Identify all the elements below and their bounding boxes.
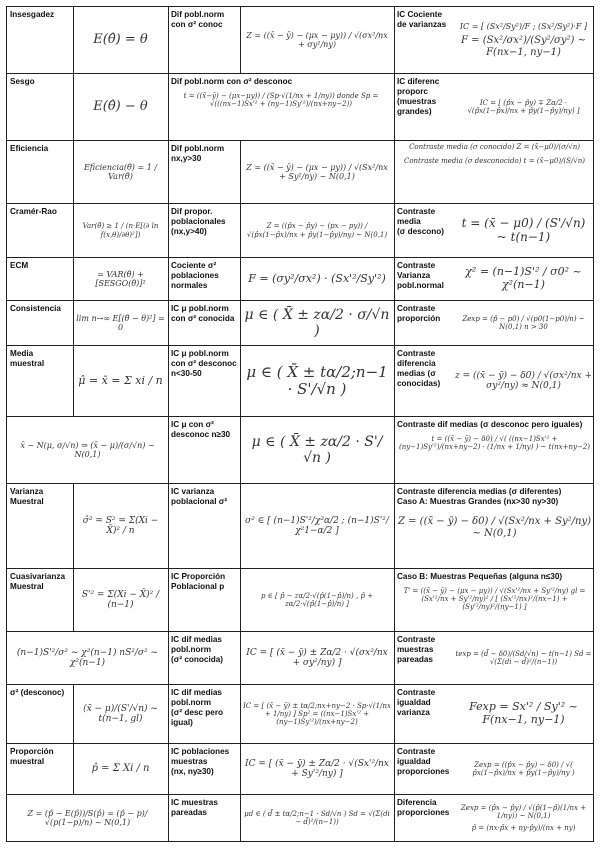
formula-cell <box>240 632 394 684</box>
formula-text: χ² = (n−1)S'² / σ0² ~ χ²(n−1) <box>465 265 582 291</box>
formula-text: μd ∈ ( d̄ ± tα/2;n−1 · Sd/√n ) Sd = √(Σ(di − d̄)²/(n−1)) <box>244 809 390 826</box>
formula-text: Eficiencia(θ̂) = 1 / Var(θ̂) <box>83 162 158 181</box>
formula-text: Zexp = (p̂x − p̂y) / √(p̂(1−p̂)(1/nx + 1/ny)) ~ N(0,1) <box>460 804 587 821</box>
formula-text: T' = ((x̄ − ȳ) − (μx − μy)) / √(Sx'²/nx + Sy'²/ny) gl = (Sx'²/nx + Sy'²/ny)² / [ (Sx'²/nx)²/(nx−1) + (Sy'²/ny)²/(ny−1) ] <box>403 587 586 612</box>
formula-cell <box>452 7 595 73</box>
formula-cell <box>452 346 595 416</box>
row-label <box>7 484 73 568</box>
formula-cell <box>73 141 168 203</box>
table-row <box>6 300 594 346</box>
formula-cell <box>240 346 394 416</box>
label-text: IC diferenc proporc (muestras grandes) <box>397 77 440 116</box>
formula-cell <box>452 632 595 684</box>
formula-cell <box>73 301 168 345</box>
formula-text: σ² ∈ [ (n−1)S'²/χ²α/2 ; (n−1)S'²/χ²1−α/2 ] <box>245 515 389 536</box>
label-text: IC μ con σ² desconoc n≥30 <box>171 420 231 439</box>
formula-text: t = ((x̄−ȳ) − (μx−μy)) / (Sp·√(1/nx + 1/ny)) donde Sp = √(((nx−1)Sx'² + (ny−1)Sy'²)/(nx+ny−2)) <box>183 92 379 109</box>
label-text: Varianza Muestral <box>10 487 44 506</box>
label-text: Insesgadez <box>10 10 55 19</box>
label-text: Cramér-Rao <box>10 207 57 216</box>
formula-group <box>452 7 595 73</box>
row-label <box>394 685 452 743</box>
formula-text: Z = ((x̄ − ȳ) − (μx − μy)) / √(σx²/nx + σy²/ny) <box>246 30 388 49</box>
formula-cell <box>452 685 595 743</box>
formula-text: Z = ((p̂x − p̂y) − (px − py)) / √(p̂x(1−p̂x)/nx + p̂y(1−p̂y)/ny) ~ N(0,1) <box>246 222 388 239</box>
row-label <box>7 346 73 416</box>
formula-text: IC = [ (x̄ − ȳ) ± Zα/2 · √(Sx'²/nx + Sy'²/ny) ] <box>245 758 389 779</box>
row-label <box>168 346 240 416</box>
label-text: Eficiencia <box>10 144 49 153</box>
formula-cell <box>240 258 394 300</box>
formula-cell <box>240 569 394 631</box>
formula-text: p̂ = Σ Xi / n <box>91 763 150 775</box>
formula-text: IC = [ (x̄ − ȳ) ± Zα/2 · √(σx²/nx + σy²/ny) ] <box>246 647 388 668</box>
formula-text: t = (x̄ − μ0) / (S'/√n) ~ t(n−1) <box>461 215 586 244</box>
label-text: IC varianza poblacional σ² <box>171 487 228 506</box>
table-row <box>6 257 594 301</box>
formula-cell <box>452 258 595 300</box>
formula-text: IC = [ (p̂x − p̂y) ∓ Zα/2 · √(p̂x(1−p̂x)/nx + p̂y(1−p̂y)/ny) ] <box>467 98 580 115</box>
row-label <box>168 632 240 684</box>
row-label <box>168 258 240 300</box>
label-text: Sesgo <box>10 77 35 86</box>
formula-cell <box>452 744 595 794</box>
row-label <box>7 744 73 794</box>
row-label <box>394 795 452 841</box>
formula-text: Z = ((x̄ − ȳ) − δ0) / √(Sx²/nx + Sy²/ny) ~ N(0,1) <box>398 516 591 539</box>
label-text: Consistencia <box>10 304 61 313</box>
table-row <box>6 140 594 204</box>
formula-text: t = ((x̄ − ȳ) − δ0) / √( ((nx−1)Sx'² + (ny−1)Sy'²)/(nx+ny−2) · (1/nx + 1/ny) ) ~ t(nx+ny−2) <box>398 435 591 452</box>
row-label <box>394 301 452 345</box>
label-text: Cuasivarianza Muestral <box>10 572 66 591</box>
label-text: Media muestral <box>10 349 45 368</box>
label-text: IC Proporción Poblacional p <box>171 572 226 591</box>
formula-cell <box>240 7 394 73</box>
formula-text: (x̄ − μ)/(S'/√n) ~ t(n−1, gl) <box>83 703 158 724</box>
formula-cell <box>73 7 168 73</box>
formula-cell <box>73 569 168 631</box>
formula-text: μ ∈ ( X̄ ± zα/2 · S'/√n ) <box>251 433 383 466</box>
formula-cell <box>452 301 595 345</box>
table-row <box>6 73 594 141</box>
label-text: IC μ pobl.norm con σ² desconoc n<30-50 <box>171 349 237 378</box>
formula-text: Fexp = Sx'² / Sy'² ~ F(nx−1, ny−1) <box>469 700 578 726</box>
label-text: ECM <box>10 261 29 270</box>
formula-text: F = (Sx²/σx²)/(Sy²/σy²) ~ F(nx−1, ny−1) <box>461 35 586 58</box>
formula-cell <box>240 795 394 841</box>
row-label <box>7 7 73 73</box>
label-text: Contraste diferencia medias (σ diferentes) Caso A: Muestras Grandes (nx>30 ny>30) <box>397 487 562 506</box>
formula-cell <box>240 417 394 483</box>
formula-cell <box>73 258 168 300</box>
label-text: Contraste muestras pareadas <box>397 635 436 664</box>
label-text: Contraste dif medias (σ desconoc pero iguales) <box>397 420 583 429</box>
row-label <box>7 74 73 140</box>
formula-cell <box>240 204 394 257</box>
formula-cell <box>73 346 168 416</box>
formula-text: lim n→∞ E[(θ̂ − θ)²] = 0 <box>76 313 165 332</box>
formula-group <box>452 795 595 841</box>
formula-text: Zexp = (p̂ − p0) / √(p0(1−p0)/n) ~ N(0,1) n > 30 <box>462 314 585 331</box>
row-label <box>168 417 240 483</box>
label-text: IC muestras pareadas <box>171 798 218 817</box>
row-label <box>394 632 452 684</box>
label-text: σ² (desconoc) <box>10 688 65 697</box>
label-text: IC dif medias pobl.norm (σ² desc pero igual) <box>171 688 224 727</box>
label-text: IC μ pobl.norm con σ² conocida <box>171 304 235 323</box>
row-label <box>7 258 73 300</box>
formula-cell <box>394 484 595 568</box>
row-label <box>394 7 452 73</box>
row-label <box>394 744 452 794</box>
row-label <box>168 569 240 631</box>
label-text: Contraste proporción <box>397 304 441 323</box>
formula-text: (n−1)S'²/σ² ~ χ²(n−1) nS²/σ² ~ χ²(n−1) <box>16 647 159 668</box>
formula-cell <box>452 795 595 841</box>
formula-cell <box>240 301 394 345</box>
row-label <box>168 744 240 794</box>
label-text: Dif pobl.norm con σ² desconoc <box>171 77 293 86</box>
table-row <box>6 631 594 685</box>
row-label <box>168 301 240 345</box>
formula-cell <box>7 795 168 841</box>
formula-text: E(θ̂) − θ <box>93 98 148 114</box>
formula-cell <box>73 74 168 140</box>
formula-text: Contraste media (σ conocido) Z = (x̄−μ0)/(σ/√n) <box>409 143 580 151</box>
formula-cell <box>394 141 595 203</box>
formula-text: IC = [ (Sx²/Sy²)/F ; (Sx²/Sy²)·F ] <box>459 21 588 31</box>
formula-text: S'² = Σ(Xi − X̄)² / (n−1) <box>81 589 160 610</box>
label-text: IC Cociente de varianzas <box>397 10 447 29</box>
formula-group <box>394 141 595 203</box>
formula-cell <box>452 74 595 140</box>
table-row <box>6 483 594 569</box>
formula-cell <box>452 204 595 257</box>
formula-text: F = (σy²/σx²) · (Sx'²/Sy'²) <box>248 271 386 285</box>
formula-text: μ ∈ ( X̄ ± tα/2;n−1 · S'/√n ) <box>246 362 388 398</box>
label-text: Contraste diferencia medias (σ conocidas) <box>397 349 441 388</box>
formula-cell <box>7 417 168 483</box>
formula-text: texp = (d̄ − δ0)/(Sd/√n) ~ t(n−1) Sd = √(Σ(di − d̄)²/(n−1)) <box>455 649 592 666</box>
formula-text: Z = (p̂ − E(p̂))/S(p̂) = (p̂ − p)/√(p(1−p)/n) ~ N(0,1) <box>27 808 148 827</box>
row-label <box>168 204 240 257</box>
table-row <box>6 6 594 74</box>
label-text: Dif propor. poblacionales (nx,y>40) <box>171 207 226 236</box>
table-row <box>6 743 594 795</box>
row-label <box>7 141 73 203</box>
formula-text: z = ((x̄ − ȳ) − δ0) / √(σx²/nx + σy²/ny) ≈ N(0,1) <box>455 370 593 391</box>
formula-cell <box>240 484 394 568</box>
row-label <box>168 7 240 73</box>
formula-text: Var(θ̂) ≥ 1 / (n·E[(∂ ln f(x,θ)/∂θ)²]) <box>82 222 159 239</box>
formula-cell <box>240 685 394 743</box>
label-text: Contraste Varianza pobl.normal <box>397 261 444 290</box>
table-row <box>6 568 594 632</box>
formula-cell <box>73 744 168 794</box>
table-row <box>6 684 594 744</box>
formula-text: μ̂ = x̄ = Σ xi / n <box>78 373 163 387</box>
label-text: Contraste media (σ descono) <box>397 207 444 236</box>
formula-text: E(θ̂) = θ <box>93 31 148 47</box>
row-label <box>168 685 240 743</box>
label-text: Proporción muestral <box>10 747 54 766</box>
formula-text: p̂ = (nx·p̂x + ny·p̂y)/(nx + ny) <box>471 823 576 832</box>
row-label <box>168 795 240 841</box>
row-label <box>394 346 452 416</box>
formula-text: IC = [ (x̄ − ȳ) ± tα/2;nx+ny−2 · Sp·√(1/nx + 1/ny) ] Sp² = ((nx−1)Sx'² + (ny−1)Sy'²)/(nx+ny−2) <box>243 701 391 727</box>
label-text: Contraste igualdad proporciones <box>397 747 450 776</box>
row-label <box>7 204 73 257</box>
formula-text: Z = ((x̄ − ȳ) − (μx − μy)) / √(Sx²/nx + Sy²/ny) ~ N(0,1) <box>246 162 388 181</box>
row-label <box>7 569 73 631</box>
label-text: Diferencia proporciones <box>397 798 450 817</box>
table-row <box>6 416 594 484</box>
row-label <box>394 204 452 257</box>
label-text: Caso B: Muestras Pequeñas (alguna n≤30) <box>397 572 563 581</box>
formula-cell <box>394 417 595 483</box>
label-text: Cociente σ² poblaciones normales <box>171 261 219 290</box>
formula-cell <box>168 74 394 140</box>
row-label <box>168 141 240 203</box>
row-label <box>394 258 452 300</box>
formula-cell <box>73 484 168 568</box>
row-label <box>394 74 452 140</box>
row-label <box>168 484 240 568</box>
row-label <box>7 301 73 345</box>
label-text: IC dif medias pobl.norm (σ² conocida) <box>171 635 223 664</box>
formula-cell <box>73 685 168 743</box>
formula-text: μ ∈ ( X̄ ± zα/2 · σ/√n ) <box>244 306 390 339</box>
row-label <box>7 685 73 743</box>
label-text: Contraste igualdad varianza <box>397 688 436 717</box>
formula-text: x̄ ~ N(μ, σ/√n) ⇒ (x̄ − μ)/(σ/√n) ~ N(0,1) <box>20 440 155 459</box>
label-text: Dif pobl.norm nx,y>30 <box>171 144 225 163</box>
formula-cell <box>7 632 168 684</box>
label-text: IC poblaciones muestras (nx, ny≥30) <box>171 747 230 776</box>
formula-cell <box>394 569 595 631</box>
table-row <box>6 345 594 417</box>
table-row <box>6 794 594 842</box>
formula-table <box>6 6 594 842</box>
formula-cell <box>240 141 394 203</box>
formula-cell <box>73 204 168 257</box>
formula-text: p ∈ [ p̂ − zα/2·√(p̂(1−p̂)/n) , p̂ + zα/2·√(p̂(1−p̂)/n) ] <box>260 591 374 608</box>
table-row <box>6 203 594 258</box>
formula-text: σ̂² = S² = Σ(Xi − X̄)² / n <box>82 515 159 536</box>
formula-text: = VAR(θ̂) + [SESGO(θ̂)]² <box>95 269 146 288</box>
label-text: Dif pobl.norm con σ² conoc <box>171 10 225 29</box>
formula-text: Contraste media (σ desconocido) t = (x̄−μ0)/(S/√n) <box>403 157 586 166</box>
formula-text: Zexp = ((p̂x − p̂y) − δ0) / √( p̂x(1−p̂x)/nx + p̂y(1−p̂y)/ny ) <box>472 760 575 777</box>
formula-cell <box>240 744 394 794</box>
